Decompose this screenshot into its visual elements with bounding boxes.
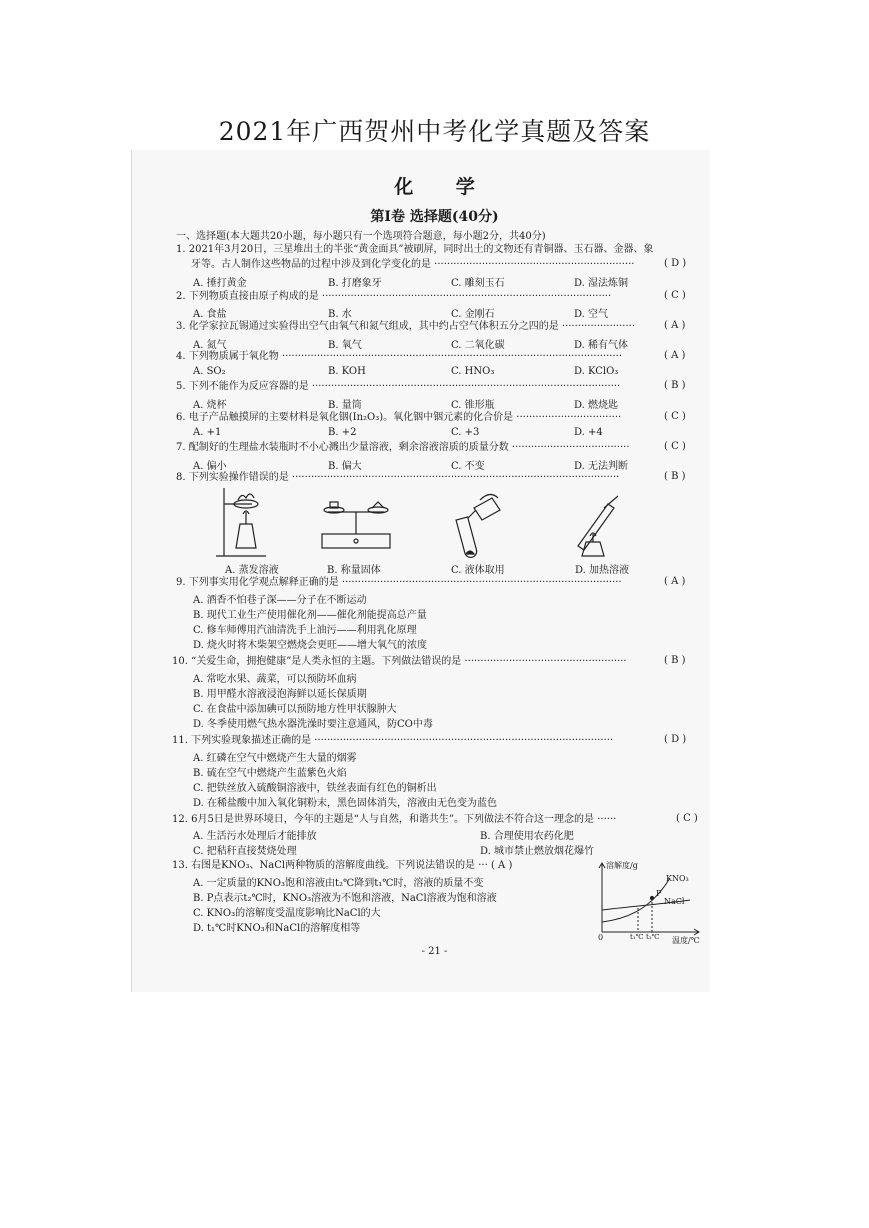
question-10-answer: ( B ) <box>664 655 686 666</box>
graph-p-label: P <box>656 889 662 898</box>
question-1-option-a: A. 捶打黄金 <box>193 278 247 289</box>
question-8-option-b: B. 称量固体 <box>327 565 381 576</box>
question-10-option-b: B. 用甲醛水溶液浸泡海鲜以延长保质期 <box>193 689 367 700</box>
question-4-option-b: B. KOH <box>328 366 366 377</box>
question-6-answer: ( C ) <box>664 411 686 422</box>
question-1-stem-line1: 1. 2021年3月20日，三星堆出土的半张“黄金面具”被刷屏，同时出土的文物还有青铜器、玉石器、金器、象 <box>176 244 654 255</box>
graph-t2-label: t₂℃ <box>646 933 660 941</box>
question-4-stem: 4. 下列物质属于氧化物 ··········································································································· <box>176 351 623 362</box>
question-10-option-c: C. 在食盐中添加碘可以预防地方性甲状腺肿大 <box>193 704 397 715</box>
question-5-stem: 5. 下列不能作为反应容器的是 ································································································· <box>176 381 621 392</box>
question-10-option-a: A. 常吃水果、蔬菜，可以预防坏血病 <box>193 674 357 685</box>
question-8-option-c: C. 液体取用 <box>451 565 505 576</box>
question-2-option-b: B. 水 <box>328 309 352 320</box>
figure-liquid-pouring <box>440 488 506 560</box>
question-2-option-a: A. 食盐 <box>193 309 227 320</box>
graph-ylabel: 溶解度/g <box>606 861 638 870</box>
question-7-option-a: A. 偏小 <box>193 461 227 472</box>
question-2-option-c: C. 金刚石 <box>451 309 495 320</box>
question-2-stem: 2. 下列物质直接由原子构成的是 ··························································································· <box>176 291 612 302</box>
question-3-option-b: B. 氧气 <box>328 340 362 351</box>
question-5-option-c: C. 锥形瓶 <box>451 400 495 411</box>
question-11-option-d: D. 在稀盐酸中加入氧化铜粉末，黑色固体消失，溶液由无色变为蓝色 <box>193 798 498 809</box>
question-7-option-c: C. 不变 <box>451 461 485 472</box>
question-13-option-d: D. t₁℃时KNO₃和NaCl的溶解度相等 <box>193 923 361 934</box>
question-11-option-c: C. 把铁丝放入硫酸铜溶液中，铁丝表面有红色的铜析出 <box>193 783 437 794</box>
question-12-stem: 12. 6月5日是世界环境日，今年的主题是“人与自然，和谐共生”。下列做法不符合这一理念的是 ······ <box>172 814 617 825</box>
question-6-option-d: D. +4 <box>574 427 603 438</box>
question-9-option-c: C. 修车师傅用汽油清洗手上油污——利用乳化原理 <box>193 625 417 636</box>
graph-t1-label: t₁℃ <box>630 933 644 941</box>
question-4-answer: ( A ) <box>664 350 686 361</box>
figure-balance <box>318 494 394 554</box>
question-10-option-d: D. 冬季使用燃气热水器洗澡时要注意通风，防CO中毒 <box>193 719 433 730</box>
question-9-option-a: A. 酒香不怕巷子深——分子在不断运动 <box>193 595 367 606</box>
question-13-stem: 13. 右图是KNO₃、NaCl两种物质的溶解度曲线。下列说法错误的是 ··· ( A ) <box>172 860 513 871</box>
figure-heating-tube <box>572 490 626 560</box>
question-6-option-a: A. +1 <box>193 427 222 438</box>
question-8-option-d: D. 加热溶液 <box>575 565 630 576</box>
question-1-answer: ( D ) <box>664 258 687 269</box>
kno3-curve <box>602 878 670 922</box>
question-2-option-d: D. 空气 <box>574 309 609 320</box>
question-6-stem: 6. 电子产品触摸屏的主要材料是氧化铟(In₂O₃)。氧化铟中铟元素的化合价是 ································· <box>176 412 622 423</box>
question-5-answer: ( B ) <box>664 380 686 391</box>
question-13-option-a: A. 一定质量的KNO₃饱和溶液由t₂℃降到t₁℃时，溶液的质量不变 <box>193 878 484 889</box>
point-p <box>650 896 653 899</box>
question-5-option-b: B. 量筒 <box>328 400 362 411</box>
question-3-option-c: C. 二氧化碳 <box>451 340 505 351</box>
question-1-option-b: B. 打磨象牙 <box>328 278 382 289</box>
subject-title: 化 学 <box>394 176 493 198</box>
question-7-option-b: B. 偏大 <box>328 461 362 472</box>
question-6-option-c: C. +3 <box>451 427 480 438</box>
question-2-answer: ( C ) <box>664 290 686 301</box>
question-11-option-b: B. 硫在空气中燃烧产生蓝紫色火焰 <box>193 768 347 779</box>
graph-xlabel: 温度/℃ <box>672 936 700 945</box>
question-12-option-c: C. 把秸秆直接焚烧处理 <box>193 846 297 857</box>
question-12-answer: ( C ) <box>676 813 698 824</box>
question-3-option-d: D. 稀有气体 <box>574 340 629 351</box>
question-3-answer: ( A ) <box>664 320 686 331</box>
solubility-graph <box>594 860 704 944</box>
question-8-answer: ( B ) <box>664 471 686 482</box>
question-10-stem: 10. “关爱生命，拥抱健康”是人类永恒的主题。下列做法错误的是 ··················································· <box>172 656 627 667</box>
question-8-stem: 8. 下列实验操作错误的是 ······································································································· <box>176 472 620 483</box>
question-1-option-d: D. 湿法炼铜 <box>574 278 629 289</box>
question-9-option-d: D. 烧火时将木柴架空燃烧会更旺——增大氧气的浓度 <box>193 640 428 651</box>
question-6-option-b: B. +2 <box>328 427 357 438</box>
question-7-answer: ( C ) <box>664 441 686 452</box>
question-1-stem-line2: 牙等。古人制作这些物品的过程中涉及到化学变化的是 ······························································· <box>191 259 635 270</box>
question-13-option-c: C. KNO₃的溶解度受温度影响比NaCl的大 <box>193 908 381 919</box>
part-title: 第Ⅰ卷 选择题(40分) <box>370 209 499 225</box>
question-9-answer: ( A ) <box>664 576 686 587</box>
question-13-option-b: B. P点表示t₂℃时，KNO₃溶液为不饱和溶液，NaCl溶液为饱和溶液 <box>193 893 497 904</box>
graph-nacl-label: NaCl <box>664 897 685 906</box>
question-5-option-a: A. 烧杯 <box>193 400 227 411</box>
page-title: 2021年广西贺州中考化学真题及答案 <box>218 117 651 146</box>
question-9-option-b: B. 现代工业生产使用催化剂——催化剂能提高总产量 <box>193 610 427 621</box>
question-5-option-d: D. 燃烧匙 <box>574 400 619 411</box>
graph-origin-label: 0 <box>598 933 604 942</box>
question-12-option-d: D. 城市禁止燃放烟花爆竹 <box>480 846 595 857</box>
section-header: 一、选择题(本大题共20小题，每小题只有一个选项符合题意，每小题2分，共40分) <box>176 231 546 242</box>
question-1-option-c: C. 雕刻玉石 <box>451 278 505 289</box>
question-12-option-a: A. 生活污水处理后才能排放 <box>193 831 317 842</box>
question-8-option-a: A. 蒸发溶液 <box>225 565 279 576</box>
question-7-stem: 7. 配制好的生理盐水装瓶时不小心溅出少量溶液，剩余溶液溶质的质量分数 ····································· <box>176 442 630 453</box>
question-9-stem: 9. 下列事实用化学观点解释正确的是 ························································································ <box>176 577 622 588</box>
question-11-stem: 11. 下列实验现象描述正确的是 ······························································································ <box>172 735 614 746</box>
question-11-option-a: A. 红磷在空气中燃烧产生大量的烟雾 <box>193 753 357 764</box>
question-3-stem: 3. 化学家拉瓦锡通过实验得出空气由氧气和氮气组成，其中约占空气体积五分之四的是 ······················· <box>176 321 636 332</box>
question-4-option-c: C. HNO₃ <box>451 366 495 377</box>
graph-kno3-label: KNO₃ <box>666 874 689 883</box>
figure-evaporation <box>212 484 270 560</box>
question-4-option-d: D. KClO₃ <box>574 366 619 377</box>
question-3-option-a: A. 氮气 <box>193 340 227 351</box>
page-number: - 21 - <box>421 946 448 957</box>
question-11-answer: ( D ) <box>664 734 687 745</box>
question-4-option-a: A. SO₂ <box>193 366 226 377</box>
question-7-option-d: D. 无法判断 <box>574 461 629 472</box>
question-12-option-b: B. 合理使用农药化肥 <box>480 831 574 842</box>
